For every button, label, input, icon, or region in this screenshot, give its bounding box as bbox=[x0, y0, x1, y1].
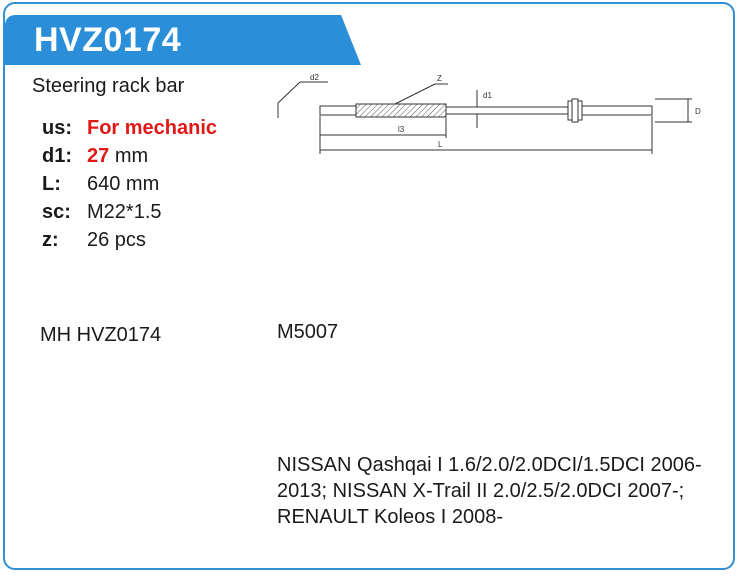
dim-z-leader bbox=[395, 84, 435, 104]
label-z: Z bbox=[437, 74, 442, 83]
applications-text: NISSAN Qashqai I 1.6/2.0/2.0DCI/1.5DCI 2006-2013; NISSAN X-Trail II 2.0/2.5/2.0DCI 2007-; RENAULT Koleos I 2008- bbox=[277, 454, 702, 528]
label-l3: l3 bbox=[398, 125, 405, 134]
rack-flange bbox=[572, 99, 578, 122]
rack-flange-right bbox=[578, 101, 582, 120]
product-name: Steering rack bar bbox=[32, 75, 185, 97]
spec-key: L: bbox=[42, 173, 61, 195]
rack-end-left bbox=[320, 106, 356, 115]
rack-shaft bbox=[446, 107, 568, 114]
oem-code: M5007 bbox=[277, 321, 339, 343]
spec-key: d1: bbox=[42, 145, 72, 167]
rack-end-right bbox=[582, 106, 652, 115]
spec-key: z: bbox=[42, 229, 59, 251]
label-d1: d1 bbox=[483, 91, 492, 100]
mh-code: MH HVZ0174 bbox=[40, 324, 162, 346]
rack-flange-left bbox=[568, 101, 572, 120]
label-l: L bbox=[438, 140, 443, 149]
product-code: HVZ0174 bbox=[34, 21, 182, 59]
spec-value: 640 mm bbox=[87, 173, 160, 195]
spec-value: 27 bbox=[87, 145, 110, 167]
spec-unit: mm bbox=[114, 145, 149, 167]
label-d2: d2 bbox=[310, 73, 319, 82]
spec-value: 26 pcs bbox=[87, 229, 146, 251]
rack-teeth-section bbox=[356, 104, 446, 117]
label-d: D bbox=[695, 107, 701, 116]
spec-value-group bbox=[87, 144, 148, 168]
dim-d2-leader bbox=[278, 82, 300, 103]
spec-value: For mechanic bbox=[87, 117, 218, 139]
spec-value: M22*1.5 bbox=[87, 201, 162, 223]
spec-key: sc: bbox=[42, 201, 71, 223]
spec-key: us: bbox=[42, 117, 72, 139]
technical-drawing bbox=[270, 70, 710, 160]
